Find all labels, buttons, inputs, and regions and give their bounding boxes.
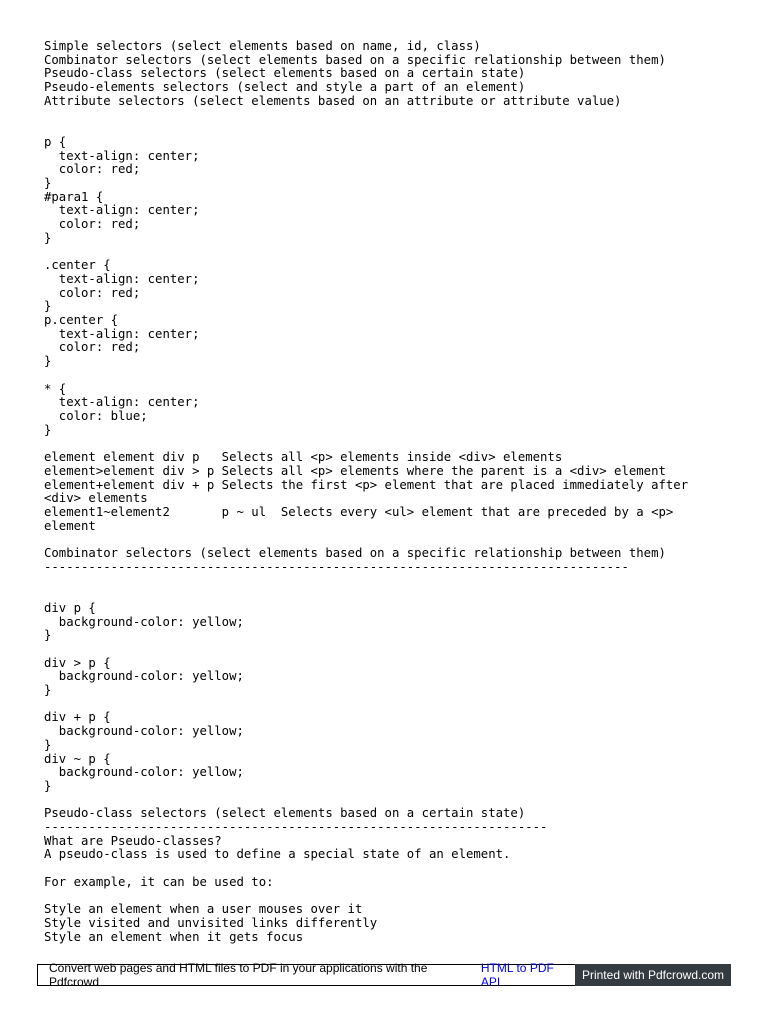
html-to-pdf-api-link[interactable]: HTML to PDF API: [480, 961, 554, 989]
printed-with-badge[interactable]: Printed with Pdfcrowd.com: [575, 964, 731, 986]
footer-message: [37, 961, 575, 989]
document-body: Simple selectors (select elements based on name, id, class) Combinator selectors (select elements based on a specific relationship between them) Pseudo-class selectors (select elements based on a certain state) Pseudo-elements selectors (select and style a part of an element) Attribute selectors (select elements based on an attribute or attribute value) p { text-align: center; color: red; } #para1 { text-align: center; color: red; } .center { text-align: center; color: red; } p.center { text-align: center; color: red; } * { text-align: center; color: blue; } element element div p Selects all <p> elements inside <div> elements element>element div > p Selects all <p> elements where the parent is a <div> element element+element div + p Selects the first <p> element that are placed immediately after <div> elements element1~element2 p ~ ul Selects every <ul> element that are preceded by a <p> element Combinator selectors (select elements based on a specific relationship between them) ------------------------------------------------------------------------------- div p { background-color: yellow; } div > p { background-color: yellow; } div + p { background-color: yellow; } div ~ p { background-color: yellow; } Pseudo-class selectors (select elements based on a certain state) -------------------------------------------------------------------- What are Pseudo-classes? A pseudo-class is used to define a special state of an element. For example, it can be used to: Style an element when a user mouses over it Style visited and unvisited links differently Style an element when it gets focus: [44, 39, 689, 944]
footer-text: Convert web pages and HTML files to PDF in your applications with the Pdfcrowd: [49, 961, 428, 989]
pdfcrowd-footer: [37, 961, 731, 989]
